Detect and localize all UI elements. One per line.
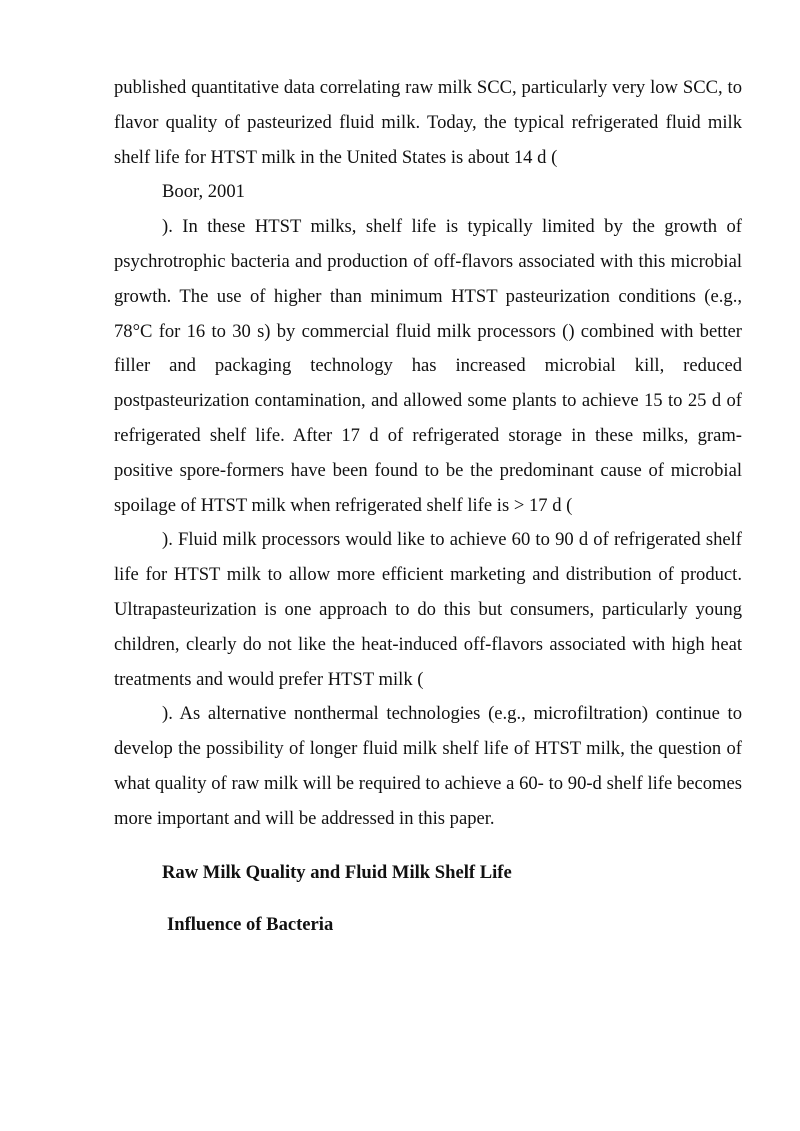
body-paragraph: published quantitative data correlating raw milk SCC, particularly very low SCC, to flavor quality of pasteurized fluid milk. Today, the typical refrigerated fluid milk shelf life for HTST milk in the United States is about 14 d ( bbox=[114, 77, 742, 168]
body-paragraph: ). Fluid milk processors would like to achieve 60 to 90 d of refrigerated shelf life for HTST milk to allow more efficient marketing and distribution of product. Ultrapasteurization is one approach to do this but consumers, particularly young children, clearly do not like the heat-induced off-flavors associated with high heat treatments and would prefer HTST milk ( bbox=[114, 529, 742, 690]
document-page bbox=[114, 71, 742, 943]
citation-paragraph: Boor, 2001 bbox=[162, 181, 245, 203]
body-paragraph: ). In these HTST milks, shelf life is typically limited by the growth of psychrotrophic bacteria and production of off-flavors associated with this microbial growth. The use of higher than minimum HTST pasteurization conditions (e.g., 78°C for 16 to 30 s) by commercial fluid milk processors () combined with better filler and packaging technology has increased microbial kill, reduced postpasteurization contamination, and allowed some plants to achieve 15 to 25 d of refrigerated shelf life. After 17 d of refrigerated storage in these milks, gram-positive spore-formers have been found to be the predominant cause of microbial spoilage of HTST milk when refrigerated shelf life is > 17 d ( bbox=[114, 216, 742, 516]
subsection-heading: Influence of Bacteria bbox=[167, 914, 334, 936]
section-heading: Raw Milk Quality and Fluid Milk Shelf Life bbox=[162, 861, 512, 883]
body-paragraph: ). As alternative nonthermal technologies (e.g., microfiltration) continue to develop the possibility of longer fluid milk shelf life of HTST milk, the question of what quality of raw milk will be required to achieve a 60- to 90-d shelf life becomes more important and will be addressed in this paper. bbox=[114, 703, 742, 829]
